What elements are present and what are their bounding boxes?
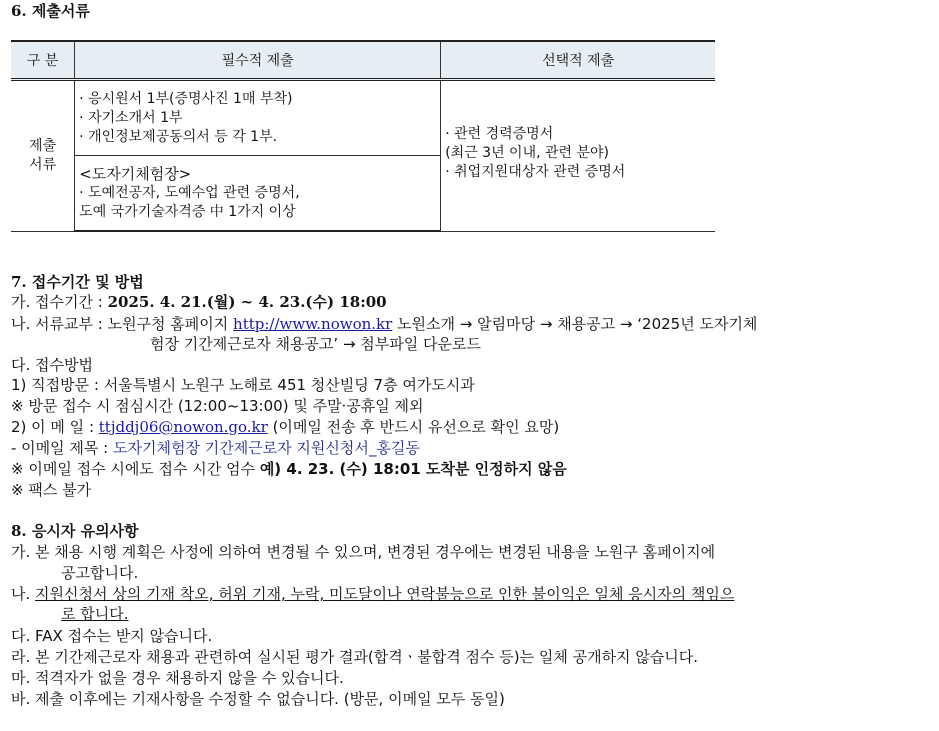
required-item: · 자기소개서 1부 (79, 109, 183, 126)
email-subject-label: - 이메일 제목 : (11, 439, 113, 457)
period-label: 가. 접수기간 : (11, 293, 108, 311)
column-header-optional: 선택적 제출 (441, 41, 715, 80)
row-label-line-1: 제출 (29, 137, 57, 154)
time-note-example: 예) 4. 23. (수) 18:01 도착분 인정하지 않음 (259, 460, 567, 478)
period-value: 2025. 4. 21.(월) ~ 4. 23.(수) 18:00 (107, 293, 387, 311)
fax-note: ※ 팩스 불가 (11, 481, 92, 499)
ceramics-docs-cell (75, 156, 441, 232)
notice-item-ma: 마. 적격자가 없을 경우 채용하지 않을 수 있습니다. (11, 669, 344, 687)
visit-note: ※ 방문 접수 시 점심시간 (12:00~13:00) 및 주말·공휴일 제외 (11, 397, 424, 415)
required-item: · 개인정보제공동의서 등 각 1부. (79, 128, 278, 145)
notice-item-ga: 가. 본 채용 시행 계획은 사정에 의하여 변경될 수 있으며, 변경된 경우에는 변경된 내용을 노원구 홈페이지에 (11, 543, 716, 561)
section-6-title: 6. 제출서류 (11, 2, 90, 20)
email-subject-line (11, 438, 420, 458)
column-header-category: 구 분 (11, 41, 75, 80)
notice-item-ba: 바. 제출 이후에는 기재사항을 수정할 수 없습니다. (방문, 이메일 모두 동일) (11, 690, 505, 708)
section-7-title: 7. 접수기간 및 방법 (11, 273, 144, 291)
notice-item-na-cont: 로 합니다. (61, 605, 129, 623)
email-link[interactable]: ttjddj06@nowon.go.kr (98, 418, 268, 436)
email-line (11, 417, 559, 437)
visit-method: 1) 직접방문 : 서울특별시 노원구 노해로 451 청산빌딩 7층 여가도시과 (11, 376, 475, 394)
notice-item-na (11, 584, 734, 604)
email-subject-value: 도자기체험장 기간제근로자 지원신청서_홍길동 (113, 439, 420, 457)
optional-item: · 취업지원대상자 관련 증명서 (445, 164, 626, 181)
notice-item-na-text: 지원신청서 상의 기재 착오, 허위 기재, 누락, 미도달이나 연락불능으로 인한 불이익은 일체 응시자의 책임으 (35, 585, 735, 603)
notice-item-ra: 라. 본 기간제근로자 채용과 관련하여 실시된 평가 결과(합격ㆍ불합격 점수 등)는 일체 공개하지 않습니다. (11, 648, 699, 666)
ceramics-item: 도예 국가기술자격증 中 1가지 이상 (79, 203, 296, 220)
row-label-line-2: 서류 (29, 156, 57, 173)
optional-item: (최근 3년 이내, 관련 분야) (445, 145, 610, 162)
row-label-documents (11, 80, 75, 232)
email-note: (이메일 전송 후 반드시 유선으로 확인 요망) (267, 418, 560, 436)
submit-continuation: 험장 기간제근로자 채용공고’ → 첨부파일 다운로드 (150, 335, 481, 353)
optional-docs-cell (441, 80, 715, 232)
ceramics-item: · 도예전공자, 도예수업 관련 증명서, (79, 184, 300, 201)
email-label: 2) 이 메 일 : (11, 418, 99, 436)
section-8-title: 8. 응시자 유의사항 (11, 522, 139, 540)
required-docs-cell (75, 80, 441, 156)
submit-line (11, 314, 757, 334)
method-label: 다. 접수방법 (11, 356, 93, 374)
submit-path: 노원소개 → 알림마당 → 채용공고 → ‘2025년 도자기체 (392, 315, 758, 333)
notice-item-da: 다. FAX 접수는 받지 않습니다. (11, 627, 213, 645)
documents-table (11, 40, 715, 232)
optional-item: · 관련 경력증명서 (445, 126, 554, 143)
homepage-link[interactable]: http://www.nowon.kr (233, 315, 393, 333)
submit-label: 나. 서류교부 : 노원구청 홈페이지 (11, 315, 234, 333)
time-note: ※ 이메일 접수 시에도 접수 시간 엄수 (11, 460, 260, 478)
notice-item-na-prefix: 나. (11, 585, 36, 603)
ceramics-subtitle: <도자기체험장> (79, 164, 192, 183)
notice-item-ga-cont: 공고합니다. (61, 564, 139, 582)
column-header-required: 필수적 제출 (75, 41, 441, 80)
time-note-line (11, 459, 567, 479)
period-line (11, 292, 387, 312)
required-item: · 응시원서 1부(증명사진 1매 부착) (79, 90, 293, 107)
